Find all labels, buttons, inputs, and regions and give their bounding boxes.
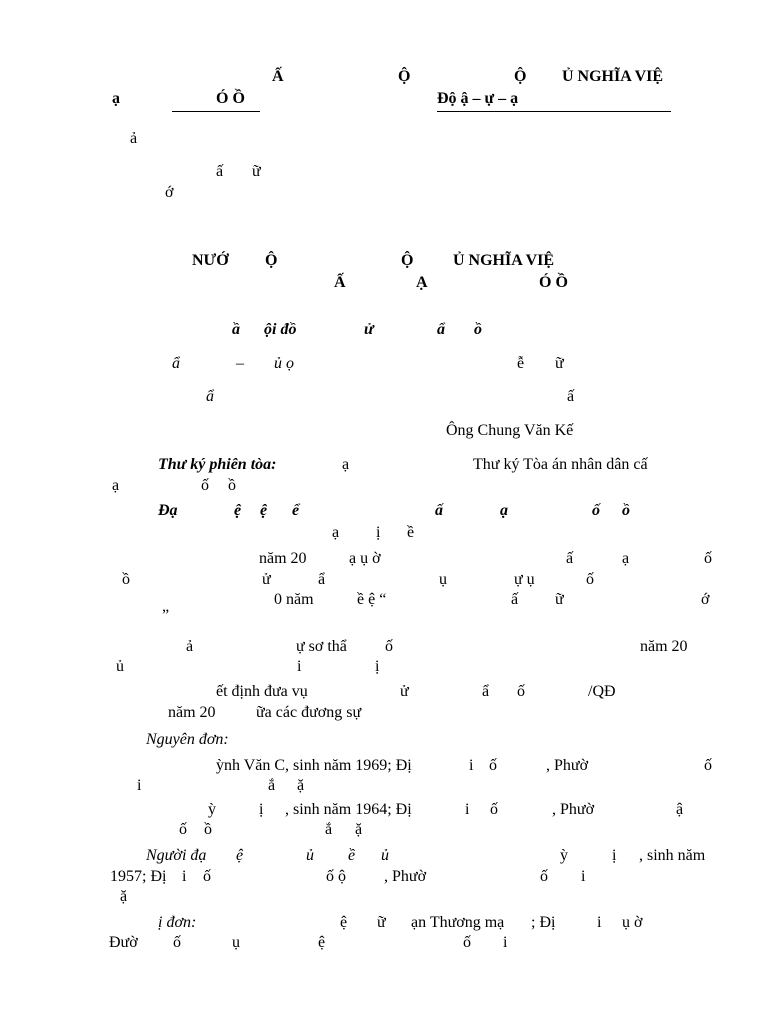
- case-file-date: năm 20: [640, 638, 688, 655]
- representative-label: ủ: [381, 847, 389, 864]
- representative: , Phườ: [384, 868, 427, 885]
- composition-heading: ử: [364, 321, 374, 338]
- case-file-text: i: [297, 658, 302, 675]
- representative: ị: [612, 847, 617, 864]
- representative: , sinh năm: [639, 847, 706, 864]
- defendant: ụ: [232, 934, 240, 951]
- document-title: Ộ: [401, 252, 414, 269]
- prosecutor-name: ạ: [332, 524, 340, 541]
- hearing-text: ử: [262, 571, 271, 588]
- republic-title: Ủ NGHĨA VIỆ: [562, 68, 664, 85]
- case-topic: ấ: [511, 591, 519, 608]
- case-number: ả: [130, 130, 138, 147]
- header-underline-left: [172, 111, 260, 112]
- trial-decision-text: ử: [400, 683, 409, 700]
- judgment-date: ữ: [252, 163, 261, 180]
- plaintiff-2: ắ: [325, 821, 333, 838]
- representative: ố: [203, 868, 211, 885]
- defendant: ụ ờ: [622, 914, 643, 931]
- court-name: Ấ: [272, 68, 284, 85]
- national-motto: Độ ậ – ự – ạ: [437, 90, 519, 107]
- plaintiff-2: ậ: [676, 801, 684, 818]
- plaintiff-1: , Phườ: [546, 757, 589, 774]
- representative-label: ệ: [236, 847, 244, 864]
- judgment-date: ấ: [216, 163, 224, 180]
- quote-close: ”: [162, 607, 170, 624]
- case-year: 0 năm: [274, 591, 314, 608]
- clerk-court: ạ: [112, 477, 120, 494]
- defendant: ữ: [377, 914, 386, 931]
- document-title: Ủ NGHĨA VIỆ: [453, 252, 555, 269]
- court-province: ạ: [112, 90, 120, 107]
- composition-heading: ẩ: [437, 321, 445, 338]
- prosecutor-label: Đạ: [158, 502, 178, 519]
- clerk-court: ồ: [228, 477, 236, 494]
- prosecutor-label: ệ: [234, 502, 242, 519]
- plaintiff-2: ị: [259, 801, 264, 818]
- representative: i: [581, 868, 586, 885]
- defendant: ; Đị: [531, 914, 556, 931]
- defendant-label: ị đơn:: [158, 914, 197, 931]
- case-subject: ớ: [165, 184, 174, 201]
- composition-heading: ội đồ: [264, 321, 297, 338]
- representative: ố ộ: [326, 868, 346, 885]
- trial-decision-text: ữa các đương sự: [256, 704, 362, 721]
- hearing-text: ạ ụ ờ: [349, 550, 381, 567]
- trial-decision-text: ẩ: [482, 683, 490, 700]
- representative: ỳ: [560, 847, 568, 864]
- representative: ặ: [120, 888, 128, 905]
- prosecutor-label: ệ: [260, 502, 268, 519]
- defendant: i: [597, 914, 602, 931]
- plaintiff-1: i: [469, 757, 474, 774]
- case-file-text: ị: [375, 658, 380, 675]
- defendant: ố: [463, 934, 471, 951]
- hearing-date: năm 20: [259, 550, 307, 567]
- defendant: ệ: [340, 914, 348, 931]
- case-topic: ữ: [555, 591, 564, 608]
- plaintiff-1: ố: [704, 757, 712, 774]
- plaintiff-2: ồ: [204, 821, 212, 838]
- hearing-text: ự ụ: [514, 571, 535, 588]
- presiding-judge-label: –: [236, 355, 244, 372]
- hearing-text: ẩ: [318, 571, 326, 588]
- plaintiff-1: ặ: [297, 777, 305, 794]
- prosecutor-label: ấ: [435, 502, 443, 519]
- hearing-text: ấ: [566, 550, 574, 567]
- plaintiff-1: i: [137, 777, 142, 794]
- defendant: i: [503, 934, 508, 951]
- judge-name: ấ: [567, 388, 575, 405]
- defendant: ố: [173, 934, 181, 951]
- presiding-judge-name: ữ: [555, 355, 564, 372]
- case-file-text: ự sơ thẩ: [296, 638, 347, 655]
- plaintiff-2: , sinh năm 1964; Đị: [285, 801, 412, 818]
- case-file-text: ố: [385, 638, 393, 655]
- clerk-court: ố: [201, 477, 209, 494]
- clerk-title: Thư ký Tòa án nhân dân cấ: [473, 456, 648, 473]
- representative: 1957; Đị: [110, 868, 167, 885]
- prosecutor-name: ị: [376, 524, 381, 541]
- prosecutor-label: ố: [592, 502, 600, 519]
- hearing-text: ố: [586, 571, 594, 588]
- defendant: Đườ: [109, 934, 138, 951]
- document-subtitle: Ó Ồ: [539, 274, 568, 291]
- document-title: Ộ: [265, 252, 278, 269]
- plaintiff-2: ố: [179, 821, 187, 838]
- case-file-text: ủ: [116, 658, 124, 675]
- representative-label: ủ: [306, 847, 314, 864]
- header-underline-right: [437, 111, 671, 112]
- prosecutor-label: ể: [292, 502, 300, 519]
- plaintiff-1: ỳnh Văn C, sinh năm 1969; Đị: [216, 757, 412, 774]
- plaintiff-2: ố: [490, 801, 498, 818]
- composition-heading: ầ: [232, 321, 240, 338]
- plaintiff-2: i: [465, 801, 470, 818]
- decision-year: năm 20: [168, 704, 216, 721]
- clerk-label: Thư ký phiên tòa:: [158, 456, 277, 473]
- composition-heading: ồ: [474, 321, 482, 338]
- hearing-text: ồ: [122, 571, 130, 588]
- prosecutor-label: ồ: [622, 502, 630, 519]
- document-subtitle: Ấ: [334, 274, 346, 291]
- republic-fragment: Ộ: [398, 68, 411, 85]
- prosecutor-label: ạ: [500, 502, 508, 519]
- representative: ố: [540, 868, 548, 885]
- plaintiff-2: ỳ: [208, 801, 216, 818]
- prosecutor-name: ề: [407, 524, 415, 541]
- court-province: Ó Ồ: [216, 90, 245, 107]
- presiding-judge-name: ễ: [517, 355, 525, 372]
- judge-label: ẩ: [206, 388, 214, 405]
- presiding-judge-label: ủ ọ: [274, 355, 294, 372]
- document-subtitle: Ạ: [416, 274, 428, 291]
- hearing-text: ạ: [622, 550, 630, 567]
- case-topic: ớ: [701, 591, 710, 608]
- case-file-text: ả: [186, 638, 194, 655]
- trial-decision-text: ố: [517, 683, 525, 700]
- representative-label: ề: [348, 847, 356, 864]
- plaintiff-2: , Phườ: [552, 801, 595, 818]
- clerk-name: ạ: [342, 456, 350, 473]
- presiding-judge-label: ẩ: [172, 355, 180, 372]
- decision-number: /QĐ: [588, 683, 616, 700]
- republic-fragment: Ộ: [514, 68, 527, 85]
- plaintiff-1: ắ: [268, 777, 276, 794]
- defendant: ệ: [318, 934, 326, 951]
- plaintiff-label: Nguyên đơn:: [146, 731, 229, 748]
- representative: i: [182, 868, 187, 885]
- trial-decision-text: ết định đưa vụ: [216, 683, 308, 700]
- case-topic: ề ệ “: [357, 591, 387, 608]
- document-title: NƯỚ: [192, 252, 229, 269]
- hearing-text: ụ: [439, 571, 447, 588]
- judge-name: Ông Chung Văn Kế: [446, 422, 574, 439]
- hearing-text: ố: [704, 550, 712, 567]
- representative-label: Người đạ: [146, 847, 207, 864]
- defendant: ạn Thương mạ: [411, 914, 505, 931]
- plaintiff-2: ặ: [355, 821, 363, 838]
- plaintiff-1: ố: [489, 757, 497, 774]
